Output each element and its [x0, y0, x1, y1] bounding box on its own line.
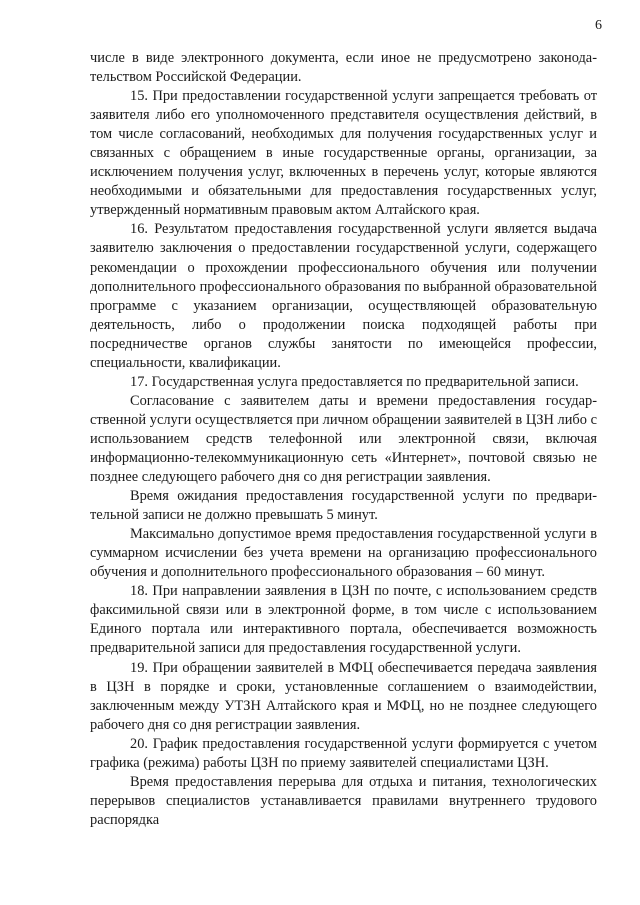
paragraph-17-agreement: Согласование с заявителем даты и времени предоставления государственной услуги осуществляется при личном обращении заявителей в ЦЗН либо с использованием средств телефонной или электронной связи, включая информационно-телекоммуникационную сеть «Интернет», почтовой связью не позднее следующего рабочего дня со дня регистрации заявления.: [90, 392, 597, 486]
paragraph-19: 19. При обращении заявителей в МФЦ обеспечивается передача заявления в ЦЗН в порядке и сроки, установленные соглашением о взаимодействии, заключенным между УТЗН Алтайского края и МФЦ, но не позднее следующего рабочего дня со дня регистрации заявления.: [90, 659, 597, 733]
paragraph-20-breaks: Время предоставления перерыва для отдыха и питания, технологических перерывов специалистов устанавливается правилами внутреннего трудового распорядка: [90, 773, 597, 828]
paragraph-continuation: числе в виде электронного документа, если иное не предусмотрено законодательством Российской Федерации.: [90, 50, 597, 86]
paragraph-15: 15. При предоставлении государственной услуги запрещается требовать от заявителя либо его уполномоченного представителя осуществления действий, в том числе согласований, необходимых для получения государственных услуг и связанных с обращением в иные государственные органы, организации, за исключением получения услуг, включенных в перечень услуг, которые являются необходимыми и обязательными для предоставления государственных услуг, утвержденный нормативным правовым актом Алтайского края.: [90, 88, 597, 219]
paragraph-17: 17. Государственная услуга предоставляется по предварительной записи.: [130, 373, 579, 390]
paragraph-16: 16. Результатом предоставления государственной услуги является выдача заявителю заключения о предоставлении государственной услуги, содержащего рекомендации о прохождении профессионального обучения или получении дополнительного профессионального образования по выбранной образовательной программе с указанием организации, осуществляющей образовательную деятельность, либо о продолжении поиска подходящей работы при посредничестве органов службы занятости по имеющейся профессии, специальности, квалификации.: [90, 221, 597, 371]
paragraph-18: 18. При направлении заявления в ЦЗН по почте, с использованием средств факсимильной связи или в электронной форме, в том числе с использованием Единого портала или интерактивного портала, обеспечивается возможность предварительной записи для предоставления государственной услуги.: [90, 583, 597, 657]
paragraph-17-max-time: Максимально допустимое время предоставления государственной услуги в суммарном исчислении без учета времени на организацию профессионального обучения и дополнительного профессионального образования – 60 минут.: [90, 526, 597, 581]
page-number: 6: [595, 18, 602, 33]
paragraph-17-waiting-time: Время ожидания предоставления государственной услуги по предварительной записи не должно превышать 5 минут.: [90, 488, 597, 524]
body-text: [90, 49, 597, 830]
paragraph-20: 20. График предоставления государственной услуги формируется с учетом графика (режима) работы ЦЗН по приему заявителей специалистами ЦЗН.: [90, 735, 597, 771]
